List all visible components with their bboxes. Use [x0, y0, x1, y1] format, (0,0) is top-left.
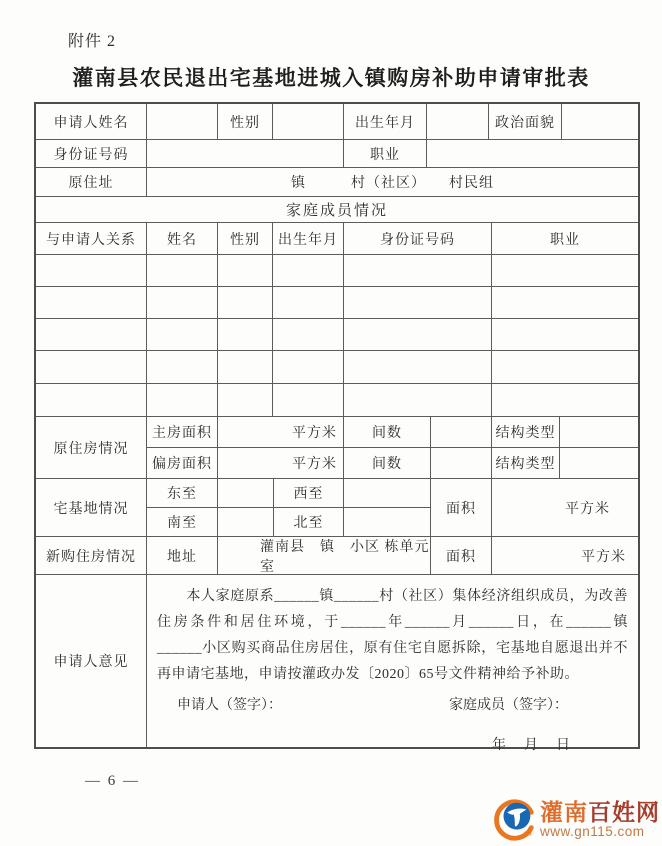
site-logo-icon [492, 797, 538, 843]
west-label: 西至 [274, 479, 344, 507]
original-house-rows [147, 417, 638, 478]
original-address-label: 原住址 [36, 168, 147, 196]
row-family-header [36, 223, 638, 255]
family-col-id: 身份证号码 [344, 223, 492, 254]
main-house-row [147, 417, 638, 448]
main-area-unit: 平方米 [218, 417, 344, 447]
side-structure-label: 结构类型 [492, 448, 560, 478]
family-signature-label: 家庭成员（签字）： [449, 698, 568, 713]
opinion-paragraph: 本人家庭原系______镇______村（社区）集体经济组织成员，为改善住房条件和居住环境，于______年______月______日，在______镇______小区购买商品住房居住，原有住宅自愿拆除，宅基地自愿退出并不再申请宅基地，申请按灌政办发〔2020〕65号文件精神给予补助。 [157, 589, 628, 682]
homestead-area-label: 面积 [431, 479, 492, 536]
opinion-content [147, 575, 638, 753]
application-form-table [34, 102, 640, 753]
side-house-row [147, 448, 638, 478]
family-col-job: 职业 [550, 232, 580, 248]
family-member-row [36, 255, 638, 287]
family-id-field [344, 384, 492, 416]
family-birth-field [273, 351, 344, 383]
row-applicant-opinion [36, 575, 638, 753]
north-label: 北至 [274, 508, 344, 536]
family-col-name: 姓名 [147, 223, 218, 254]
applicant-name-label: 申请人姓名 [36, 104, 147, 139]
family-birth-field [273, 319, 344, 350]
main-structure-label: 结构类型 [492, 417, 560, 447]
south-label: 南至 [147, 508, 218, 536]
west-field [344, 479, 430, 507]
original-house-label: 原住房情况 [36, 417, 147, 478]
job-label: 职业 [344, 140, 427, 167]
site-name [540, 801, 660, 824]
homestead-row-east-west [147, 479, 430, 508]
family-name-field [147, 287, 218, 318]
family-gender-field [218, 384, 273, 416]
site-watermark [492, 797, 660, 843]
applicant-signature-label: 申请人（签字）： [177, 698, 282, 713]
family-id-field [344, 319, 492, 350]
east-field [218, 479, 274, 507]
family-member-row [36, 287, 638, 319]
family-col-relation: 与申请人关系 [36, 223, 147, 254]
family-job-field [492, 255, 638, 286]
political-field [562, 104, 638, 139]
site-url: www.gn115.com [540, 824, 645, 840]
family-relation-field [36, 351, 147, 383]
site-name-part2: 百姓网 [588, 799, 660, 826]
family-gender-field [218, 351, 273, 383]
homestead-row-south-north [147, 508, 430, 536]
section-homestead [36, 479, 638, 537]
family-birth-field [273, 287, 344, 318]
attachment-label: 附件 2 [68, 33, 117, 50]
family-name-field [147, 255, 218, 286]
family-member-row [36, 319, 638, 351]
row-original-address [36, 168, 638, 197]
family-gender-field [218, 319, 273, 350]
side-area-unit: 平方米 [218, 448, 344, 478]
site-name-part1: 灌南 [540, 799, 588, 826]
new-house-area-unit: 平方米 [581, 549, 626, 565]
svg-text:cu: cu [523, 828, 532, 838]
side-structure-field [560, 448, 638, 478]
political-label: 政治面貌 [489, 104, 562, 139]
new-house-address-label: 地址 [147, 537, 218, 574]
row-family-section-head [36, 197, 638, 223]
family-name-field [147, 384, 218, 416]
job-field [427, 140, 638, 167]
family-section-title: 家庭成员情况 [285, 203, 388, 219]
east-label: 东至 [147, 479, 218, 507]
family-gender-field [218, 287, 273, 318]
family-id-field [344, 287, 492, 318]
main-structure-field [560, 417, 638, 447]
gender-field [273, 104, 344, 139]
birth-label: 出生年月 [344, 104, 427, 139]
homestead-label: 宅基地情况 [36, 479, 147, 536]
side-rooms-field [431, 448, 492, 478]
side-area-label: 偏房面积 [147, 448, 218, 478]
family-birth-field [273, 384, 344, 416]
south-field [218, 508, 274, 536]
id-number-label: 身份证号码 [36, 140, 147, 167]
family-relation-field [36, 384, 147, 416]
id-number-field [147, 140, 344, 167]
north-field [344, 508, 430, 536]
applicant-name-field [147, 104, 218, 139]
date-placeholder: 年 月 日 [492, 738, 572, 753]
family-relation-field [36, 319, 147, 350]
original-address-field: 镇 村（社区） 村民组 [291, 176, 494, 191]
homestead-area-unit: 平方米 [565, 501, 610, 517]
family-job-field [492, 319, 638, 350]
family-member-row [36, 351, 638, 384]
new-house-area-label: 面积 [431, 537, 492, 574]
main-rooms-field [431, 417, 492, 447]
family-id-field [344, 351, 492, 383]
opinion-label: 申请人意见 [36, 575, 147, 747]
family-id-field [344, 255, 492, 286]
family-col-gender: 性别 [218, 223, 273, 254]
main-rooms-label: 间数 [344, 417, 431, 447]
row-applicant-basic [36, 104, 638, 140]
page-number: — 6 — [85, 773, 140, 789]
birth-field [427, 104, 489, 139]
family-member-row [36, 384, 638, 417]
family-job-field [492, 351, 638, 383]
family-gender-field [218, 255, 273, 286]
family-job-field [492, 384, 638, 416]
signature-row [157, 694, 628, 718]
side-rooms-label: 间数 [344, 448, 431, 478]
row-new-house [36, 537, 638, 575]
family-relation-field [36, 255, 147, 286]
family-birth-field [273, 255, 344, 286]
new-house-address-value: 灌南县 镇 小区 栋单元 室 [218, 537, 431, 574]
new-house-label: 新购住房情况 [36, 537, 147, 574]
family-col-birth: 出生年月 [273, 223, 344, 254]
page-title: 灌南县农民退出宅基地进城入镇购房补助申请审批表 [72, 66, 590, 90]
family-name-field [147, 319, 218, 350]
gender-label: 性别 [218, 104, 273, 139]
family-name-field [147, 351, 218, 383]
row-id-job [36, 140, 638, 168]
site-watermark-text [540, 801, 660, 839]
family-job-field [492, 287, 638, 318]
main-area-label: 主房面积 [147, 417, 218, 447]
section-original-house [36, 417, 638, 479]
family-relation-field [36, 287, 147, 318]
homestead-bounds [147, 479, 431, 536]
